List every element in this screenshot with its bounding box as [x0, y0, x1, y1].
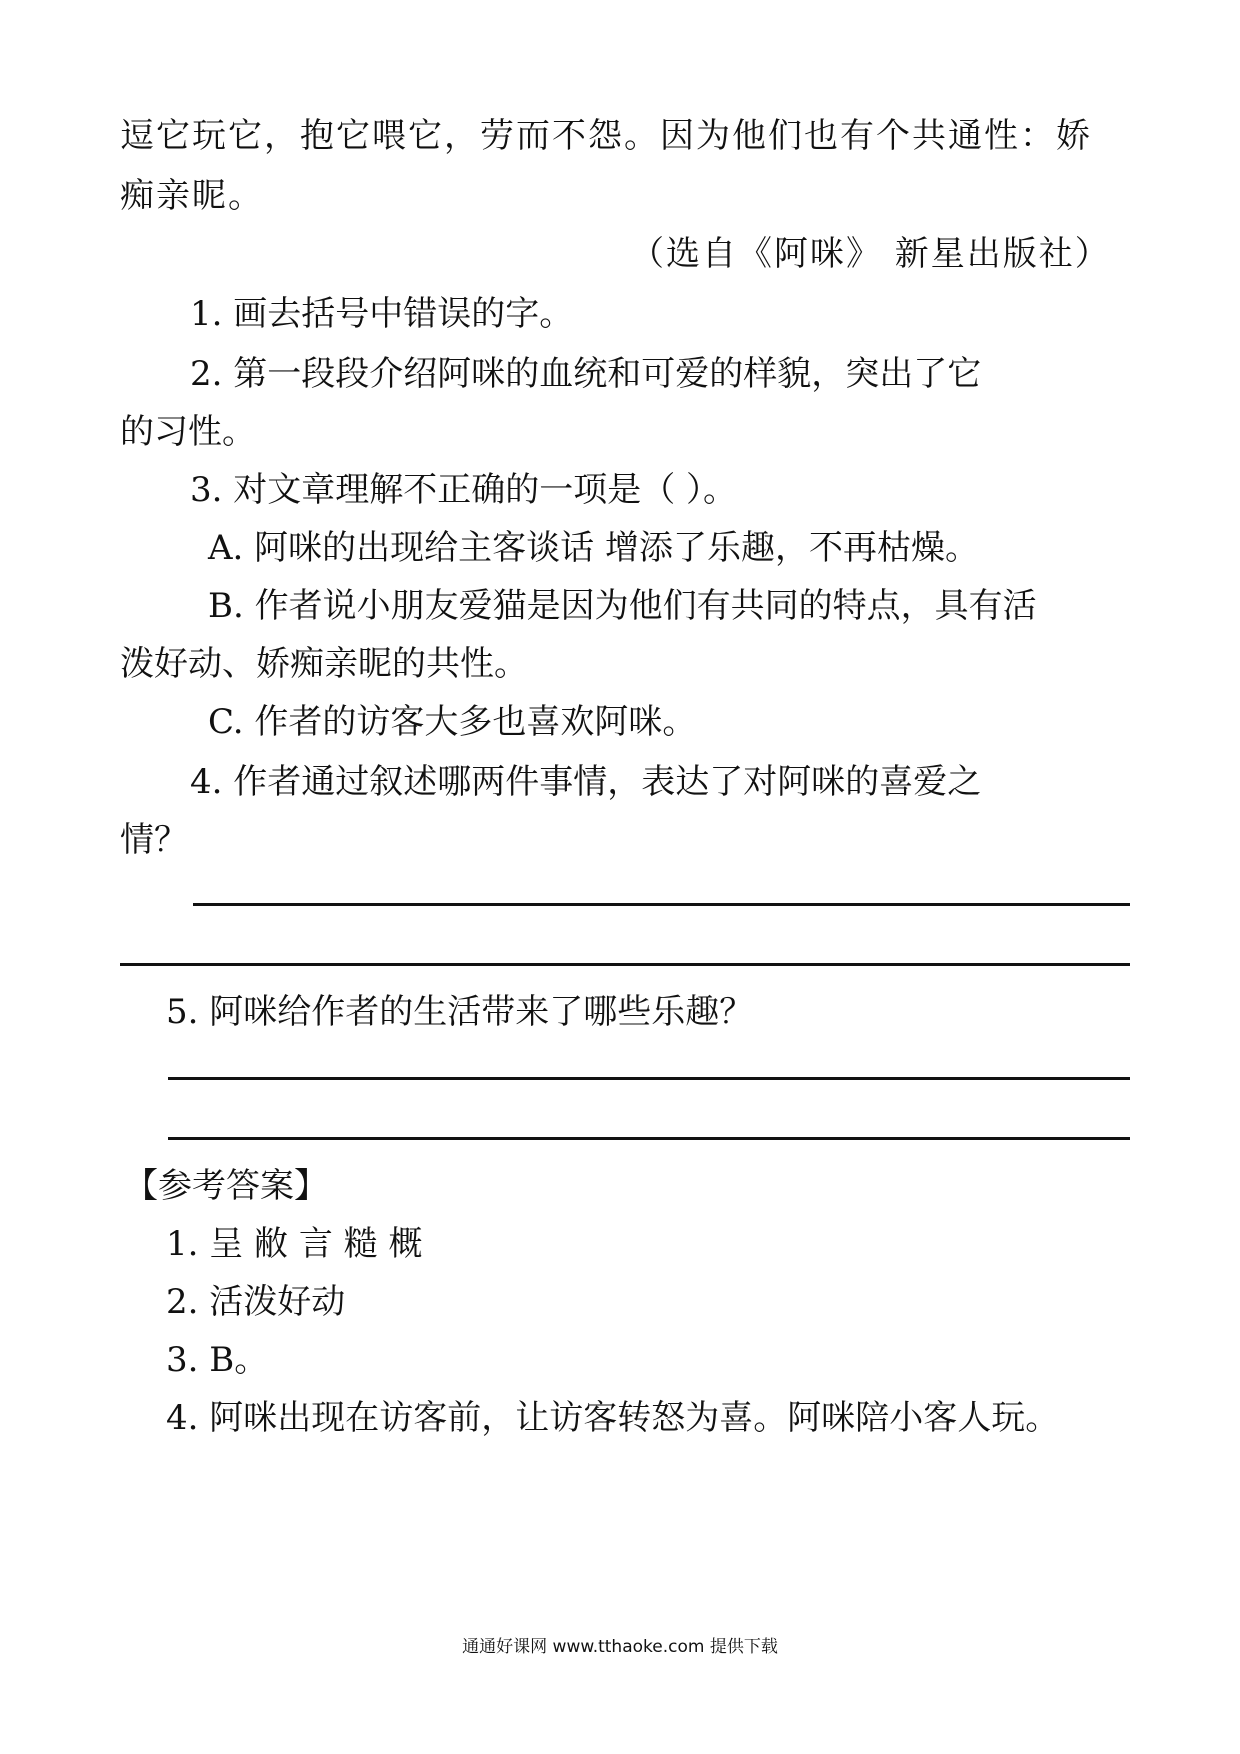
- question-2-line-2: 的习性。: [120, 412, 256, 452]
- answers-heading: 【参考答案】: [124, 1166, 328, 1206]
- page-footer: 通通好课网 www.tthaoke.com 提供下载: [462, 1637, 778, 1657]
- question-3-option-b-line-2: 泼好动、娇痴亲昵的共性。: [120, 644, 528, 684]
- question-3-option-a: A. 阿咪的出现给主客谈话 增添了乐趣，不再枯燥。: [208, 528, 979, 568]
- question-3: 3. 对文章理解不正确的一项是（ ）。: [190, 470, 738, 510]
- answer-4: 4. 阿咪出现在访客前，让访客转怒为喜。阿咪陪小客人玩。: [166, 1398, 1060, 1438]
- question-1: 1. 画去括号中错误的字。: [190, 294, 574, 334]
- answer-line-q5-2[interactable]: [168, 1137, 1130, 1140]
- answer-line-q4-1[interactable]: [193, 903, 1130, 906]
- passage-line-2: 痴亲昵。: [120, 176, 264, 216]
- passage-source: （选自《阿咪》 新星出版社）: [630, 234, 1111, 274]
- question-5: 5. 阿咪给作者的生活带来了哪些乐趣？: [166, 992, 754, 1032]
- question-3-option-b-line-1: B. 作者说小朋友爱猫是因为他们有共同的特点，具有活: [208, 586, 1037, 626]
- answer-line-q5-1[interactable]: [168, 1077, 1130, 1080]
- answer-1: 1. 呈 敝 言 糙 概: [166, 1224, 423, 1264]
- passage-line-1: 逗它玩它，抱它喂它，劳而不怨。因为他们也有个共通性：娇: [120, 116, 1092, 156]
- question-3-option-c: C. 作者的访客大多也喜欢阿咪。: [208, 702, 697, 742]
- answer-3: 3. B。: [166, 1340, 269, 1380]
- answer-line-q4-2[interactable]: [120, 963, 1130, 966]
- answer-2: 2. 活泼好动: [166, 1282, 346, 1322]
- question-2-line-1: 2. 第一段段介绍阿咪的血统和可爱的样貌，突出了它: [190, 354, 982, 394]
- question-4-line-1: 4. 作者通过叙述哪两件事情，表达了对阿咪的喜爱之: [190, 762, 982, 802]
- question-4-line-2: 情？: [120, 820, 188, 860]
